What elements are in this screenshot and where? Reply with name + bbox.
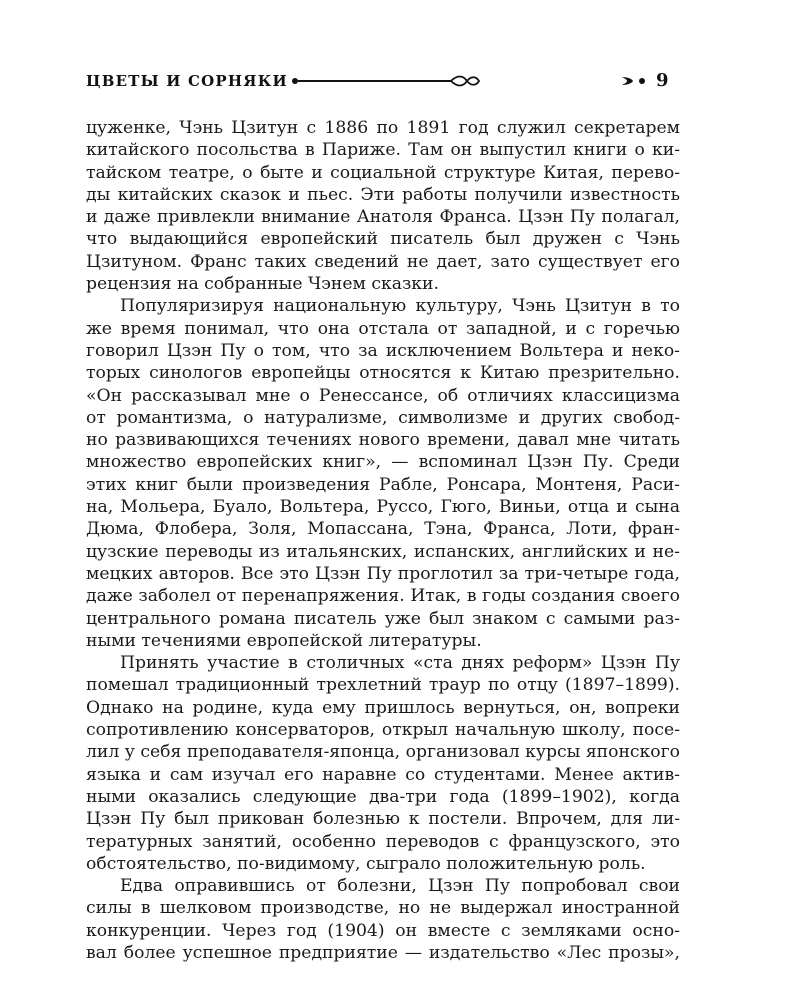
text-line: конкуренции. Через год (1904) он вместе с земляками осно- xyxy=(86,920,680,941)
text-line: лил у себя преподавателя-японца, организовал курсы японского xyxy=(86,742,680,763)
text-line: торых синологов европейцы относятся к Китаю презрительно. xyxy=(86,363,680,384)
text-line: говорил Цзэн Пу о том, что за исключением Вольтера и неко- xyxy=(86,340,680,361)
text-line: обстоятельство, по-видимому, сыграло положительную роль. xyxy=(86,853,646,874)
page-number: 9 xyxy=(656,70,669,91)
text-line: на, Мольера, Буало, Вольтера, Руссо, Гюго, Виньи, отца и сына xyxy=(86,497,680,518)
text-line: тературных занятий, особенно переводов с французского, это xyxy=(86,831,680,852)
text-line: ными течениями европейской литературы. xyxy=(86,630,482,651)
text-line: множество европейских книг», — вспоминал Цзэн Пу. Среди xyxy=(86,452,680,473)
text-line: Едва оправившись от болезни, Цзэн Пу попробовал свои xyxy=(120,876,680,897)
text-line: даже заболел от перенапряжения. Итак, в годы создания своего xyxy=(86,586,680,607)
text-line: «Он рассказывал мне о Ренессансе, об отличиях классицизма xyxy=(86,385,680,406)
text-line: Принять участие в столичных «ста днях реформ» Цзэн Пу xyxy=(120,653,680,674)
page-header xyxy=(86,70,684,94)
text-line: ными оказались следующие два-три года (1899–1902), когда xyxy=(86,786,680,807)
text-line: этих книг были произведения Рабле, Ронсара, Монтеня, Раси- xyxy=(86,474,680,495)
text-line: и даже привлекли внимание Анатоля Франса. Цзэн Пу полагал, xyxy=(86,207,680,228)
text-line: центрального романа писатель уже был знаком с самыми раз- xyxy=(86,608,680,629)
text-line: помешал традиционный трехлетний траур по отцу (1897–1899). xyxy=(86,675,680,696)
text-line: Однако на родине, куда ему пришлось вернуться, он, вопреки xyxy=(86,697,680,718)
text-line: тайском театре, о быте и социальной структуре Китая, перево- xyxy=(86,162,680,183)
text-line: мецких авторов. Все это Цзэн Пу проглотил за три-четыре года, xyxy=(86,563,680,584)
running-title: ЦВЕТЫ И СОРНЯКИ xyxy=(86,72,288,90)
text-line: вал более успешное предприятие — издательство «Лес прозы», xyxy=(86,942,680,963)
text-line: Дюма, Флобера, Золя, Мопассана, Тэна, Франса, Лоти, фран- xyxy=(86,519,680,540)
text-line: же время понимал, что она отстала от западной, и с горечью xyxy=(86,318,680,339)
ornament-line-icon xyxy=(291,73,481,89)
text-line: ды китайских сказок и пьес. Эти работы получили известность xyxy=(86,184,680,205)
text-line: Популяризируя национальную культуру, Чэнь Цзитун в то xyxy=(120,296,680,317)
ornament-dots-icon xyxy=(620,73,650,89)
text-line: сопротивлению консерваторов, открыл начальную школу, посе- xyxy=(86,720,680,741)
text-line: Цзэн Пу был прикован болезнью к постели. Впрочем, для ли- xyxy=(86,809,680,830)
text-line: Цзитуном. Франс таких сведений не дает, зато существует его xyxy=(86,251,680,272)
text-line: что выдающийся европейский писатель был дружен с Чэнь xyxy=(86,229,680,250)
text-line: силы в шелковом производстве, но не выдержал иностранной xyxy=(86,898,680,919)
text-line: цуженке, Чэнь Цзитун с 1886 по 1891 год служил секретарем xyxy=(86,118,680,138)
text-line: языка и сам изучал его наравне со студентами. Менее актив- xyxy=(86,764,680,785)
body-text xyxy=(86,117,680,964)
text-line: китайского посольства в Париже. Там он выпустил книги о ки- xyxy=(86,140,680,161)
text-line: от романтизма, о натурализме, символизме и других свобод- xyxy=(86,407,680,428)
text-line: рецензия на собранные Чэнем сказки. xyxy=(86,274,439,295)
text-line: но развивающихся течениях нового времени, давал мне читать xyxy=(86,430,680,451)
text-line: цузские переводы из итальянских, испанских, английских и не- xyxy=(86,541,680,562)
